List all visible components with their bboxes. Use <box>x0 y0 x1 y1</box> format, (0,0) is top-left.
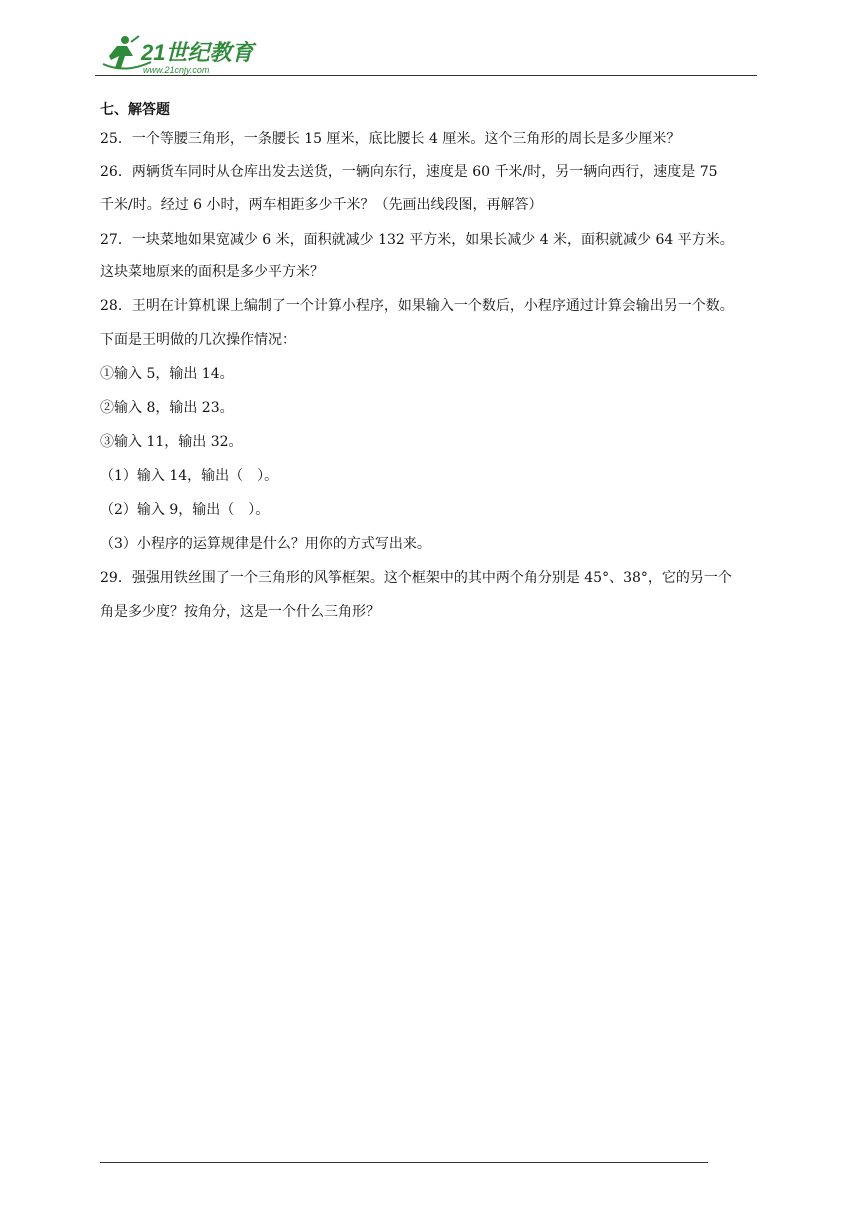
question-28-case-3: ③输入 11，输出 32。 <box>100 434 243 450</box>
question-26-line-2: 千米/时。经过 6 小时，两车相距多少千米？（先画出线段图，再解答） <box>100 197 543 213</box>
question-28-sub-2: （2）输入 9，输出（ ）。 <box>100 502 270 518</box>
logo <box>95 30 265 76</box>
footer-divider <box>100 1162 708 1163</box>
logo-text: 21世纪教育 <box>141 40 254 65</box>
question-28-line-2: 下面是王明做的几次操作情况： <box>100 332 296 348</box>
header-divider <box>95 75 757 76</box>
question-28-sub-3: （3）小程序的运算规律是什么？用你的方式写出来。 <box>100 536 431 552</box>
question-29-line-1: 29．强强用铁丝围了一个三角形的风筝框架。这个框架中的其中两个角分别是 45°、38°，它的另一个 <box>100 570 732 586</box>
logo-url: www.21cnjy.com <box>143 65 210 75</box>
question-27-line-2: 这块菜地原来的面积是多少平方米？ <box>100 264 324 280</box>
question-28-line-1: 28．王明在计算机课上编制了一个计算小程序，如果输入一个数后，小程序通过计算会输出另一个数。 <box>100 298 734 314</box>
question-28-sub-1: （1）输入 14，输出（ ）。 <box>100 468 279 484</box>
page-header <box>95 30 757 78</box>
question-29-line-2: 角是多少度？按角分，这是一个什么三角形？ <box>100 604 380 620</box>
section-title: 七、解答题 <box>100 102 170 118</box>
question-28-case-1: ①输入 5，输出 14。 <box>100 366 234 382</box>
question-27-line-1: 27．一块菜地如果宽减少 6 米，面积就减少 132 平方米，如果长减少 4 米，面积就减少 64 平方米。 <box>100 232 734 248</box>
question-26-line-1: 26．两辆货车同时从仓库出发去送货，一辆向东行，速度是 60 千米/时，另一辆向西行，速度是 75 <box>100 164 718 180</box>
question-28-case-2: ②输入 8，输出 23。 <box>100 400 234 416</box>
question-25: 25．一个等腰三角形，一条腰长 15 厘米，底比腰长 4 厘米。这个三角形的周长是多少厘米？ <box>100 131 681 147</box>
